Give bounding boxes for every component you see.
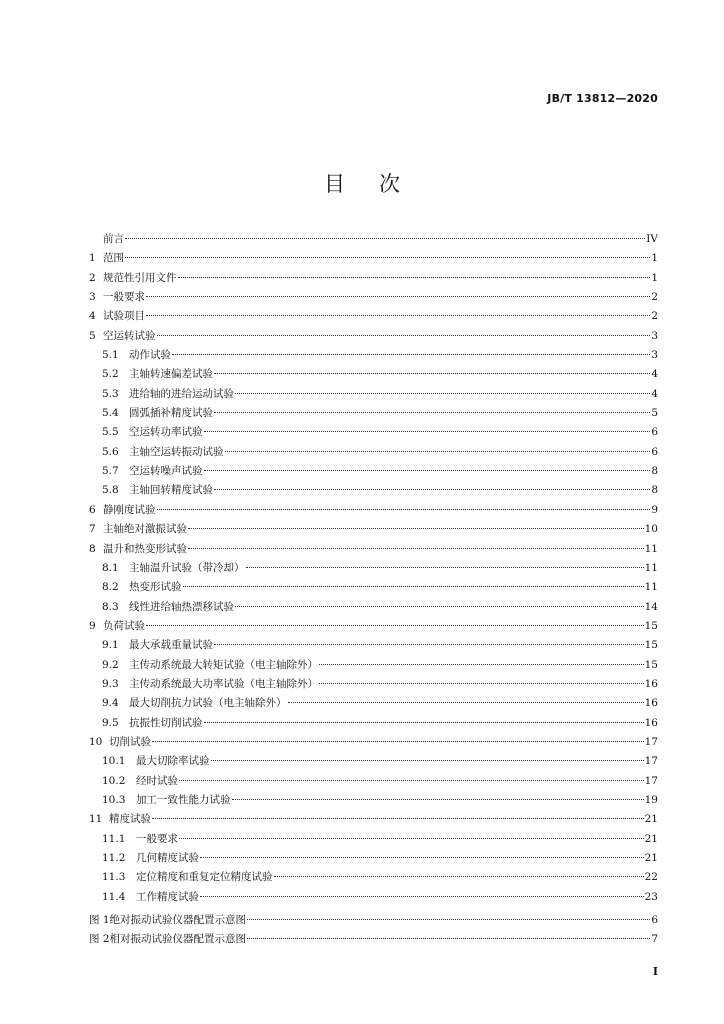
dot-leader xyxy=(204,722,644,723)
entry-number: 8.1 xyxy=(102,561,119,574)
entry-number: 5.8 xyxy=(102,484,119,497)
entry-number: 9 xyxy=(89,619,96,632)
dot-leader xyxy=(319,664,644,665)
entry-number: 9.5 xyxy=(102,716,119,729)
dot-leader xyxy=(214,412,650,413)
dot-leader xyxy=(125,238,645,239)
toc-entry[interactable] xyxy=(89,636,658,655)
entry-title: 热变形试验 xyxy=(129,581,182,594)
dot-leader xyxy=(204,431,651,432)
entry-title: 最大切削抗力试验（电主轴除外） xyxy=(129,697,287,710)
entry-number: 9.4 xyxy=(102,697,119,710)
entry-title: 主传动系统最大转矩试验（电主轴除外） xyxy=(129,658,318,671)
toc-entry[interactable] xyxy=(89,714,658,733)
figure-list xyxy=(89,911,658,950)
entry-title: 温升和热变形试验 xyxy=(103,542,187,555)
entry-title: 切削试验 xyxy=(109,735,151,748)
entry-page-number: 7 xyxy=(651,933,658,946)
entry-page-number: 15 xyxy=(644,658,658,671)
entry-page-number: 17 xyxy=(644,755,658,768)
dot-leader xyxy=(146,296,650,297)
toc-entry[interactable] xyxy=(89,675,658,694)
entry-title: 空运转功率试验 xyxy=(129,426,203,439)
entry-page-number: 11 xyxy=(644,561,658,574)
entry-page-number: 16 xyxy=(644,677,658,690)
entry-title: 线性进给轴热漂移试验 xyxy=(129,600,234,613)
toc-entry[interactable] xyxy=(89,269,658,288)
entry-page-number: 16 xyxy=(644,697,658,710)
dot-leader xyxy=(247,919,650,920)
entry-page-number: 15 xyxy=(644,639,658,652)
entry-title: 抗振性切削试验 xyxy=(129,716,203,729)
toc-entry[interactable] xyxy=(89,694,658,713)
toc-entry[interactable] xyxy=(89,501,658,520)
entry-number: 图 1 xyxy=(89,914,110,926)
entry-title: 绝对振动试验仪器配置示意图 xyxy=(109,914,247,926)
toc-entry[interactable] xyxy=(89,598,658,617)
toc-entry[interactable] xyxy=(89,656,658,675)
entry-title: 静刚度试验 xyxy=(103,503,156,516)
entry-page-number: 6 xyxy=(651,914,658,926)
dot-leader xyxy=(214,489,650,490)
dot-leader xyxy=(152,818,644,819)
entry-page-number: 10 xyxy=(644,523,658,536)
entry-page-number: 16 xyxy=(644,716,658,729)
entry-number: 11.4 xyxy=(102,890,126,903)
toc-entry[interactable] xyxy=(89,327,658,346)
toc-entry[interactable] xyxy=(89,540,658,559)
entry-number: 5.1 xyxy=(102,349,119,362)
entry-page-number: 5 xyxy=(651,407,658,420)
dot-leader xyxy=(235,606,644,607)
entry-title: 前言 xyxy=(103,233,124,245)
dot-leader xyxy=(146,625,644,626)
toc-entry[interactable] xyxy=(89,346,658,365)
entry-title: 规范性引用文件 xyxy=(103,271,177,284)
entry-title: 空运转试验 xyxy=(103,329,156,342)
figure-entry[interactable] xyxy=(89,930,658,949)
toc-entry[interactable] xyxy=(89,443,658,462)
entry-title: 定位精度和重复定位精度试验 xyxy=(136,871,273,884)
toc-entry[interactable] xyxy=(89,888,658,907)
entry-number: 5 xyxy=(89,329,96,342)
page-number: I xyxy=(652,965,658,978)
toc-entry[interactable] xyxy=(89,849,658,868)
entry-title: 一般要求 xyxy=(136,832,178,845)
entry-title: 空运转噪声试验 xyxy=(129,465,203,478)
dot-leader xyxy=(319,683,644,684)
entry-page-number: 11 xyxy=(644,542,658,555)
entry-title: 最大切除率试验 xyxy=(136,755,210,768)
toc-entry[interactable] xyxy=(89,520,658,539)
entry-number: 8 xyxy=(89,542,96,555)
dot-leader xyxy=(200,896,644,897)
dot-leader xyxy=(179,780,644,781)
toc-entry[interactable] xyxy=(89,307,658,326)
entry-number: 3 xyxy=(89,291,96,304)
dot-leader xyxy=(232,799,644,800)
dot-leader xyxy=(179,838,644,839)
entry-title: 主轴回转精度试验 xyxy=(129,484,213,497)
entry-page-number: 3 xyxy=(651,329,658,342)
dot-leader xyxy=(235,393,650,394)
dot-leader xyxy=(188,548,644,549)
entry-title: 进给轴的进给运动试验 xyxy=(129,387,234,400)
entry-title: 主轴空运转振动试验 xyxy=(129,445,224,458)
entry-page-number: 21 xyxy=(644,852,658,864)
entry-title: 主轴转速偏差试验 xyxy=(129,368,213,381)
entry-title: 工作精度试验 xyxy=(136,890,199,903)
entry-number: 11.2 xyxy=(102,852,126,864)
entry-page-number: 2 xyxy=(651,310,658,323)
entry-number: 4 xyxy=(89,310,96,323)
toc-entry[interactable] xyxy=(89,385,658,404)
entry-number: 11.3 xyxy=(102,871,126,884)
entry-title: 加工一致性能力试验 xyxy=(136,793,231,806)
toc-entry[interactable] xyxy=(89,288,658,307)
dot-leader xyxy=(125,257,650,258)
entry-page-number: 22 xyxy=(644,871,658,884)
dot-leader xyxy=(152,741,644,742)
entry-title: 主轴绝对激振试验 xyxy=(103,523,187,536)
entry-page-number: IV xyxy=(646,233,658,245)
entry-page-number: 21 xyxy=(644,813,658,826)
toc-entry[interactable] xyxy=(89,868,658,887)
toc-entry[interactable] xyxy=(89,462,658,481)
toc-entry[interactable] xyxy=(89,772,658,791)
toc-entry[interactable] xyxy=(89,617,658,636)
entry-page-number: 9 xyxy=(651,503,658,516)
entry-number: 9.3 xyxy=(102,677,119,690)
dot-leader xyxy=(247,938,650,939)
toc-entry[interactable] xyxy=(89,249,658,268)
entry-title: 动作试验 xyxy=(129,349,171,362)
entry-number: 1 xyxy=(89,252,96,265)
entry-number: 9.1 xyxy=(102,639,119,652)
entry-title: 几何精度试验 xyxy=(136,852,199,864)
entry-title: 主轴温升试验（带冷却） xyxy=(129,561,245,574)
entry-number: 10 xyxy=(89,735,103,748)
toc-entry[interactable] xyxy=(89,791,658,810)
dot-leader xyxy=(246,567,644,568)
toc-entry[interactable] xyxy=(89,423,658,442)
dot-leader xyxy=(146,315,650,316)
entry-page-number: 17 xyxy=(644,735,658,748)
entry-number: 8.2 xyxy=(102,581,119,594)
entry-page-number: 8 xyxy=(651,484,658,497)
toc-entry[interactable] xyxy=(89,733,658,752)
entry-number: 10.2 xyxy=(102,774,126,787)
toc-entry[interactable] xyxy=(89,830,658,849)
toc-entry[interactable] xyxy=(89,810,658,829)
toc-entry[interactable] xyxy=(89,365,658,384)
entry-number: 9.2 xyxy=(102,658,119,671)
entry-number: 11 xyxy=(89,813,103,826)
entry-page-number: 4 xyxy=(651,387,658,400)
entry-number: 5.5 xyxy=(102,426,119,439)
entry-page-number: 14 xyxy=(644,600,658,613)
entry-page-number: 1 xyxy=(651,252,658,265)
entry-number: 10.3 xyxy=(102,793,126,806)
toc-entry[interactable] xyxy=(89,752,658,771)
entry-page-number: 17 xyxy=(644,774,658,787)
entry-title: 经时试验 xyxy=(136,774,178,787)
entry-title: 主传动系统最大功率试验（电主轴除外） xyxy=(129,677,318,690)
toc-entry[interactable] xyxy=(89,481,658,500)
entry-page-number: 1 xyxy=(651,271,658,284)
entry-number: 5.3 xyxy=(102,387,119,400)
entry-page-number: 15 xyxy=(644,619,658,632)
entry-page-number: 2 xyxy=(651,291,658,304)
toc-entry[interactable] xyxy=(89,404,658,423)
entry-number: 11.1 xyxy=(102,832,126,845)
entry-title: 相对振动试验仪器配置示意图 xyxy=(109,933,247,946)
dot-leader xyxy=(157,335,651,336)
dot-leader xyxy=(188,528,644,529)
dot-leader xyxy=(211,760,644,761)
toc-entry[interactable] xyxy=(89,230,658,249)
entry-page-number: 4 xyxy=(651,368,658,381)
entry-page-number: 8 xyxy=(651,465,658,478)
toc-entry[interactable] xyxy=(89,559,658,578)
figure-entry[interactable] xyxy=(89,911,658,930)
entry-number: 5.4 xyxy=(102,407,119,420)
entry-number: 2 xyxy=(89,271,96,284)
dot-leader xyxy=(214,644,644,645)
entry-title: 一般要求 xyxy=(103,291,145,304)
dot-leader xyxy=(200,857,644,858)
dot-leader xyxy=(225,451,651,452)
dot-leader xyxy=(157,509,651,510)
title-char-2: 次 xyxy=(379,172,400,196)
entry-number: 5.6 xyxy=(102,445,119,458)
dot-leader xyxy=(288,702,644,703)
page-title xyxy=(0,168,724,198)
dot-leader xyxy=(172,354,650,355)
entry-title: 负荷试验 xyxy=(103,619,145,632)
entry-number: 7 xyxy=(89,523,96,536)
dot-leader xyxy=(178,277,651,278)
standard-code: JB/T 13812—2020 xyxy=(547,92,658,105)
entry-page-number: 21 xyxy=(644,832,658,845)
entry-title: 试验项目 xyxy=(103,310,145,323)
title-char-1: 目 xyxy=(324,172,345,196)
dot-leader xyxy=(214,373,650,374)
dot-leader xyxy=(183,586,644,587)
entry-title: 最大承载重量试验 xyxy=(129,639,213,652)
toc-entry[interactable] xyxy=(89,578,658,597)
entry-number: 图 2 xyxy=(89,933,110,946)
entry-page-number: 19 xyxy=(644,793,658,806)
entry-page-number: 11 xyxy=(644,581,658,594)
entry-page-number: 3 xyxy=(651,349,658,362)
entry-page-number: 6 xyxy=(651,445,658,458)
entry-number: 10.1 xyxy=(102,755,126,768)
entry-number: 5.2 xyxy=(102,368,119,381)
dot-leader xyxy=(274,876,644,877)
entry-page-number: 6 xyxy=(651,426,658,439)
entry-title: 圆弧插补精度试验 xyxy=(129,407,213,420)
entry-number: 6 xyxy=(89,503,96,516)
dot-leader xyxy=(204,470,651,471)
entry-number: 5.7 xyxy=(102,465,119,478)
entry-title: 范围 xyxy=(103,252,124,265)
entry-number: 8.3 xyxy=(102,600,119,613)
entry-title: 精度试验 xyxy=(109,813,151,826)
entry-page-number: 23 xyxy=(644,890,658,903)
table-of-contents xyxy=(89,230,658,907)
